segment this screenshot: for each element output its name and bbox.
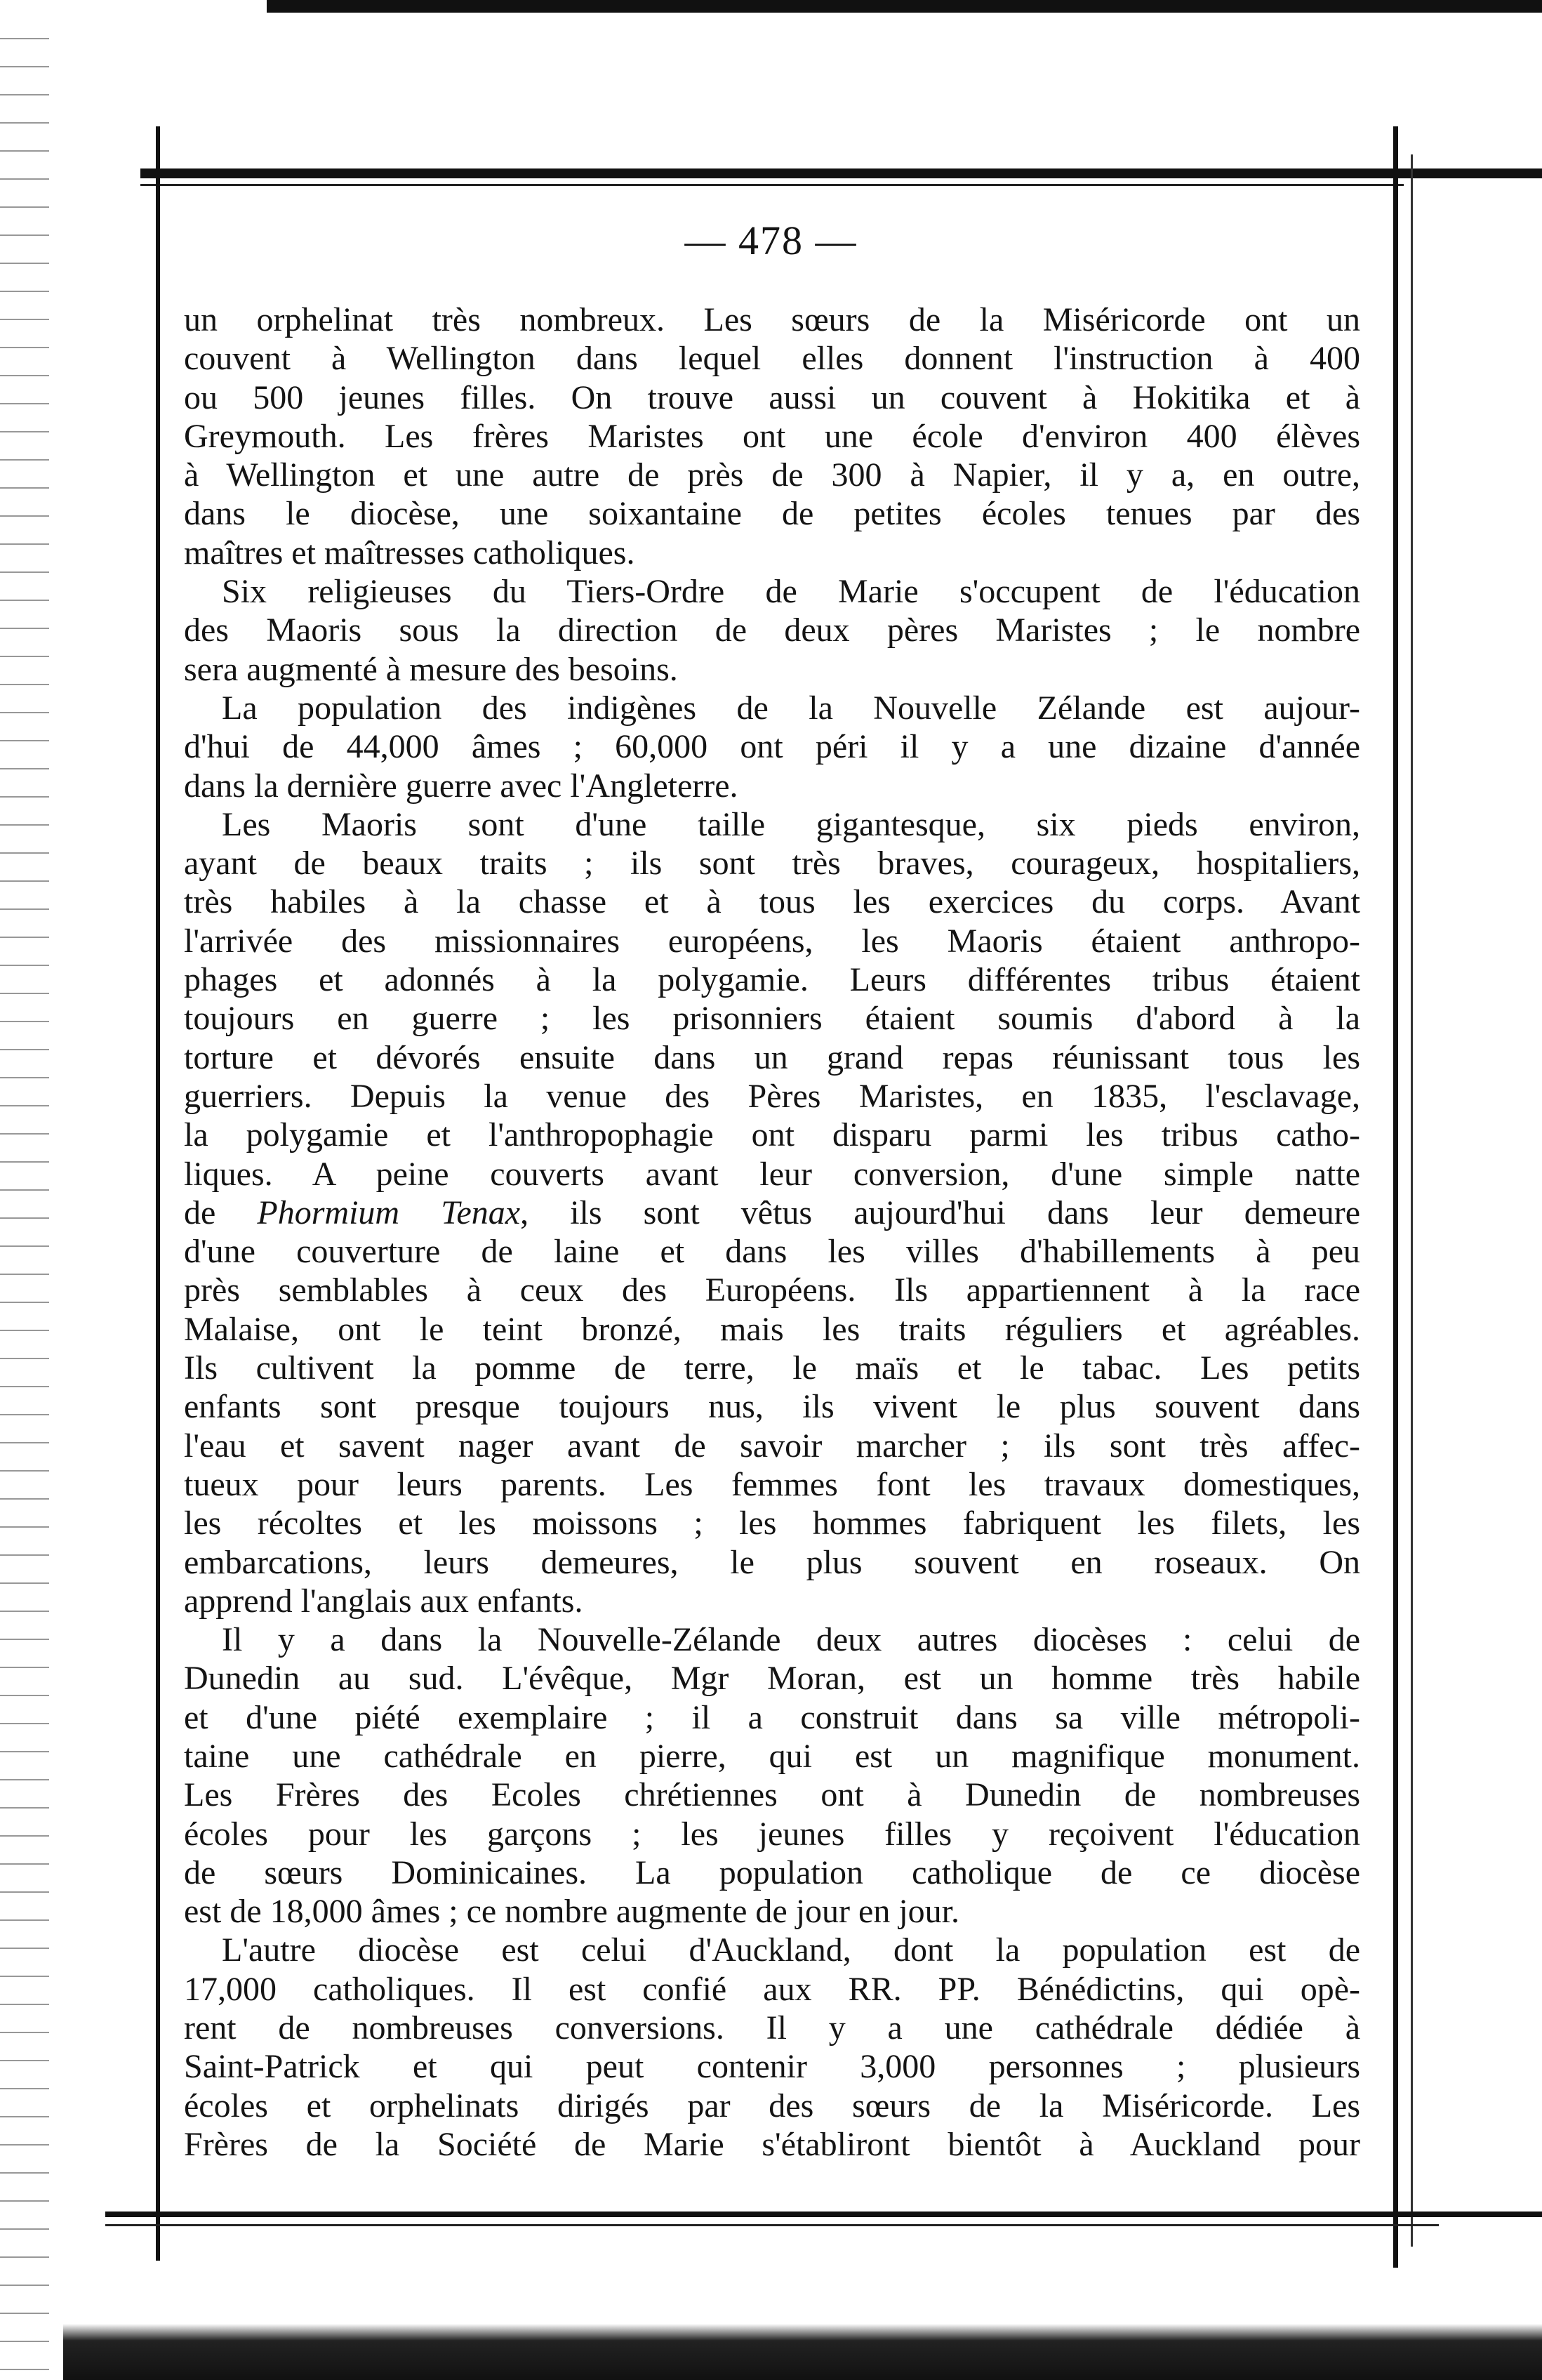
text-line: ou 500 jeunes filles. On trouve aussi un couvent à Hokitika et à	[184, 378, 1360, 416]
text-line: près semblables à ceux des Européens. Ils appartiennent à la race	[184, 1271, 1360, 1309]
text-line: Les Frères des Ecoles chrétiennes ont à Dunedin de nombreuses	[184, 1776, 1360, 1814]
text-line: Dunedin au sud. L'évêque, Mgr Moran, est un homme très habile	[184, 1660, 1360, 1698]
right-margin-line	[1393, 126, 1398, 2268]
right-margin-line-thin	[1411, 154, 1413, 2247]
text-line: dans le diocèse, une soixantaine de petites écoles tenues par des	[184, 495, 1360, 533]
top-rule-thin	[140, 184, 1404, 186]
text-line: Ils cultivent la pomme de terre, le maïs et le tabac. Les petits	[184, 1349, 1360, 1387]
page-number: — 478 —	[684, 218, 858, 263]
left-page-edge	[0, 28, 49, 2380]
text-line: torture et dévorés ensuite dans un grand repas réunissant tous les	[184, 1038, 1360, 1076]
text-segment: , ils sont vêtus aujourd'hui dans leur demeure	[520, 1194, 1360, 1231]
text-line: à Wellington et une autre de près de 300 à Napier, il y a, en outre,	[184, 456, 1360, 494]
text-line: de sœurs Dominicaines. La population catholique de ce diocèse	[184, 1853, 1360, 1891]
text-line: rent de nombreuses conversions. Il y a une cathédrale dédiée à	[184, 2009, 1360, 2047]
text-line: Il y a dans la Nouvelle-Zélande deux autres diocèses : celui de	[222, 1621, 1360, 1659]
text-line: 17,000 catholiques. Il est confié aux RR. PP. Bénédictins, qui opè-	[184, 1970, 1360, 2008]
italic-term: Phormium Tenax	[257, 1194, 521, 1231]
text-line: un orphelinat très nombreux. Les sœurs de la Miséricorde ont un	[184, 301, 1360, 338]
text-line: maîtres et maîtresses catholiques.	[184, 534, 635, 571]
text-line: liques. A peine couverts avant leur conversion, d'une simple natte	[184, 1155, 1360, 1193]
text-line: embarcations, leurs demeures, le plus souvent en roseaux. On	[184, 1543, 1360, 1581]
bottom-page-edge	[63, 2324, 1542, 2380]
text-line: couvent à Wellington dans lequel elles donnent l'instruction à 400	[184, 340, 1360, 378]
bottom-rule	[105, 2212, 1542, 2217]
text-line: tueux pour leurs parents. Les femmes font les travaux domestiques,	[184, 1465, 1360, 1503]
text-line: apprend l'anglais aux enfants.	[184, 1582, 583, 1620]
text-line: Frères de la Société de Marie s'établiront bientôt à Auckland pour	[184, 2125, 1360, 2163]
text-line: Saint-Patrick et qui peut contenir 3,000 personnes ; plusieurs	[184, 2048, 1360, 2086]
text-line: et d'une piété exemplaire ; il a construit dans sa ville métropoli-	[184, 1698, 1360, 1736]
text-line: d'hui de 44,000 âmes ; 60,000 ont péri il y a une dizaine d'année	[184, 728, 1360, 766]
text-segment: de	[184, 1194, 258, 1231]
text-line: écoles et orphelinats dirigés par des sœurs de la Miséricorde. Les	[184, 2087, 1360, 2124]
text-line: Greymouth. Les frères Maristes ont une école d'environ 400 élèves	[184, 417, 1360, 455]
text-line: Six religieuses du Tiers-Ordre de Marie s'occupent de l'éducation	[222, 573, 1360, 611]
text-line: très habiles à la chasse et à tous les exercices du corps. Avant	[184, 883, 1360, 921]
bottom-rule-thin	[105, 2224, 1439, 2226]
top-border	[267, 0, 1542, 13]
text-line	[184, 1194, 1360, 1232]
text-line: La population des indigènes de la Nouvelle Zélande est aujour-	[222, 689, 1360, 727]
text-line: Les Maoris sont d'une taille gigantesque, six pieds environ,	[222, 805, 1360, 843]
body-text	[184, 300, 1360, 2164]
text-line: dans la dernière guerre avec l'Angleterre.	[184, 767, 738, 805]
text-line: Malaise, ont le teint bronzé, mais les traits réguliers et agréables.	[184, 1310, 1360, 1348]
text-line: les récoltes et les moissons ; les hommes fabriquent les filets, les	[184, 1505, 1360, 1542]
text-line: taine une cathédrale en pierre, qui est un magnifique monument.	[184, 1737, 1360, 1775]
text-line: est de 18,000 âmes ; ce nombre augmente de jour en jour.	[184, 1893, 960, 1931]
text-line: toujours en guerre ; les prisonniers étaient soumis d'abord à la	[184, 1000, 1360, 1038]
top-rule	[140, 168, 1542, 178]
text-line: guerriers. Depuis la venue des Pères Maristes, en 1835, l'esclavage,	[184, 1077, 1360, 1115]
text-line: L'autre diocèse est celui d'Auckland, dont la population est de	[222, 1931, 1360, 1969]
text-line: écoles pour les garçons ; les jeunes filles y reçoivent l'éducation	[184, 1815, 1360, 1853]
text-line: l'eau et savent nager avant de savoir marcher ; ils sont très affec-	[184, 1427, 1360, 1465]
left-margin-line	[156, 126, 160, 2261]
text-line: l'arrivée des missionnaires européens, les Maoris étaient anthropo-	[184, 922, 1360, 960]
text-line: phages et adonnés à la polygamie. Leurs différentes tribus étaient	[184, 961, 1360, 999]
text-line: ayant de beaux traits ; ils sont très braves, courageux, hospitaliers,	[184, 845, 1360, 882]
text-line: d'une couverture de laine et dans les villes d'habillements à peu	[184, 1233, 1360, 1271]
text-line: enfants sont presque toujours nus, ils vivent le plus souvent dans	[184, 1388, 1360, 1426]
text-line: la polygamie et l'anthropophagie ont disparu parmi les tribus catho-	[184, 1116, 1360, 1154]
text-line: sera augmenté à mesure des besoins.	[184, 650, 678, 688]
text-line: des Maoris sous la direction de deux pères Maristes ; le nombre	[184, 611, 1360, 649]
